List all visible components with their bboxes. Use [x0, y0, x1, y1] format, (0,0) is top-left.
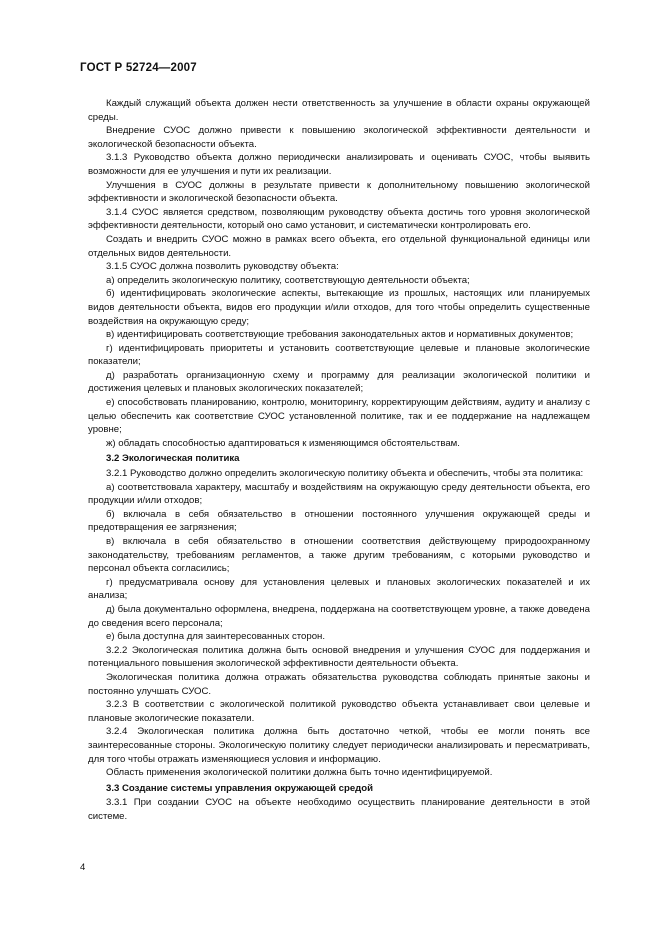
- list-item: б) идентифицировать экологические аспекты, вытекающие из прошлых, настоящих или планируемых видов деятельности объекта, видов его продукции и/или отходов, для того чтобы определить существенные воздействия на окружающую среду;: [88, 288, 590, 327]
- list-item: д) разработать организационную схему и программу для реализации экологической политики и достижения целевых и плановых экологических показателей;: [88, 369, 590, 395]
- paragraph: 3.2.3 В соответствии с экологической политикой руководство объекта устанавливает свои целевые и плановые экологические показатели.: [88, 699, 590, 724]
- document-body: [88, 97, 590, 823]
- list-item: а) определить экологическую политику, соответствующую деятельности объекта;: [106, 274, 470, 286]
- section-heading: 3.2 Экологическая политика: [106, 453, 240, 465]
- paragraph: 3.1.4 СУОС является средством, позволяющим руководству объекта достичь того уровня экологической эффективности деятельности, который оно само установит, и систематически контролировать его.: [88, 206, 590, 232]
- paragraph: 3.2.2 Экологическая политика должна быть основой внедрения и улучшения СУОС для поддержания и потенциального повышения экологической эффективности деятельности объекта.: [88, 644, 590, 670]
- list-item: е) способствовать планированию, контролю, мониторингу, корректирующим действиям, аудиту и анализу с целью обеспечить как соответствие СУОС установленной политике, так и ее поддержание на надлежащем уровне;: [88, 397, 590, 436]
- list-item: д) была документально оформлена, внедрена, поддержана на соответствующем уровне, а также доведена до сведения всего персонала;: [88, 603, 590, 629]
- list-item: г) идентифицировать приоритеты и установить соответствующие целевые и плановые экологические показатели;: [88, 342, 590, 368]
- paragraph: Внедрение СУОС должно привести к повышению экологической эффективности деятельности и экологической безопасности объекта.: [88, 125, 590, 150]
- paragraph: 3.1.5 СУОС должна позволить руководству объекта:: [106, 261, 339, 273]
- paragraph: 3.2.1 Руководство должно определить экологическую политику объекта и обеспечить, чтобы эта политика:: [106, 468, 584, 480]
- list-item: б) включала в себя обязательство в отношении постоянного улучшения окружающей среды и предотвращения ее загрязнения;: [88, 508, 590, 534]
- paragraph: Область применения экологической политики должна быть точно идентифицируемой.: [106, 767, 493, 779]
- paragraph: Экологическая политика должна отражать обязательства руководства соблюдать принятые законы и постоянно улучшать СУОС.: [88, 671, 590, 697]
- paragraph: Создать и внедрить СУОС можно в рамках всего объекта, его отдельной функциональной единицы или отдельных видов деятельности.: [88, 233, 590, 259]
- list-item: г) предусматривала основу для установления целевых и плановых экологических показателей и их анализа;: [88, 576, 590, 602]
- paragraph: Каждый служащий объекта должен нести ответственность за улучшение в области охраны окружающей среды.: [88, 98, 590, 123]
- section-heading: 3.3 Создание системы управления окружающей средой: [106, 782, 374, 794]
- list-item: в) включала в себя обязательство в отношении соответствия действующему природоохранному законодательству, требованиям регламентов, а также другим требованиям, с которыми руководство и персонал объекта согласились;: [88, 536, 590, 575]
- list-item: а) соответствовала характеру, масштабу и воздействиям на окружающую среду деятельности объекта, его продукции и/или отходов;: [88, 481, 590, 507]
- paragraph: 3.1.3 Руководство объекта должно периодически анализировать и оценивать СУОС, чтобы выявить возможности для ее улучшения и пути их реализации.: [88, 152, 590, 177]
- document-header: ГОСТ Р 52724—2007: [80, 62, 197, 74]
- paragraph: 3.2.4 Экологическая политика должна быть достаточно четкой, чтобы ее могли понять все заинтересованные стороны. Экологическую политику следует периодически анализировать и пересматривать, для того чтобы отражать изменяющиеся условия и информацию.: [88, 726, 590, 765]
- paragraph: Улучшения в СУОС должны в результате привести к дополнительному повышению экологической эффективности и экологической безопасности объекта.: [88, 179, 590, 205]
- page-number: 4: [80, 862, 86, 873]
- paragraph: 3.3.1 При создании СУОС на объекте необходимо осуществить планирование деятельности в этой системе.: [88, 797, 590, 822]
- list-item: в) идентифицировать соответствующие требования законодательных актов и нормативных документов;: [106, 329, 574, 341]
- list-item: ж) обладать способностью адаптироваться к изменяющимся обстоятельствам.: [106, 437, 460, 449]
- list-item: е) была доступна для заинтересованных сторон.: [106, 631, 326, 643]
